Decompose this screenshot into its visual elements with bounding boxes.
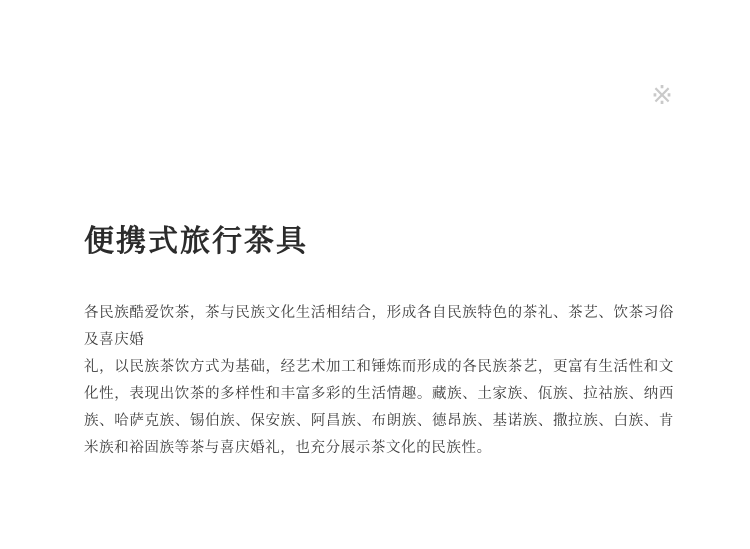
- document-content: [84, 222, 674, 462]
- body-paragraph-1: 各民族酷爱饮茶，茶与民族文化生活相结合，形成各自民族特色的茶礼、茶艺、饮茶习俗及喜庆婚: [84, 305, 674, 348]
- page-title: 便携式旅行茶具: [84, 224, 308, 259]
- asterisk-decoration-icon: ※: [651, 81, 673, 111]
- body-paragraph-2: 礼，以民族茶饮方式为基础，经艺术加工和锤炼而形成的各民族茶艺，更富有生活性和文化性，表现出饮茶的多样性和丰富多彩的生活情趣。藏族、土家族、佤族、拉祜族、纳西族、哈萨克族、锡伯族、保安族、阿昌族、布朗族、德昂族、基诺族、撒拉族、白族、肯米族和裕固族等茶与喜庆婚礼，也充分展示茶文化的民族性。: [84, 359, 674, 456]
